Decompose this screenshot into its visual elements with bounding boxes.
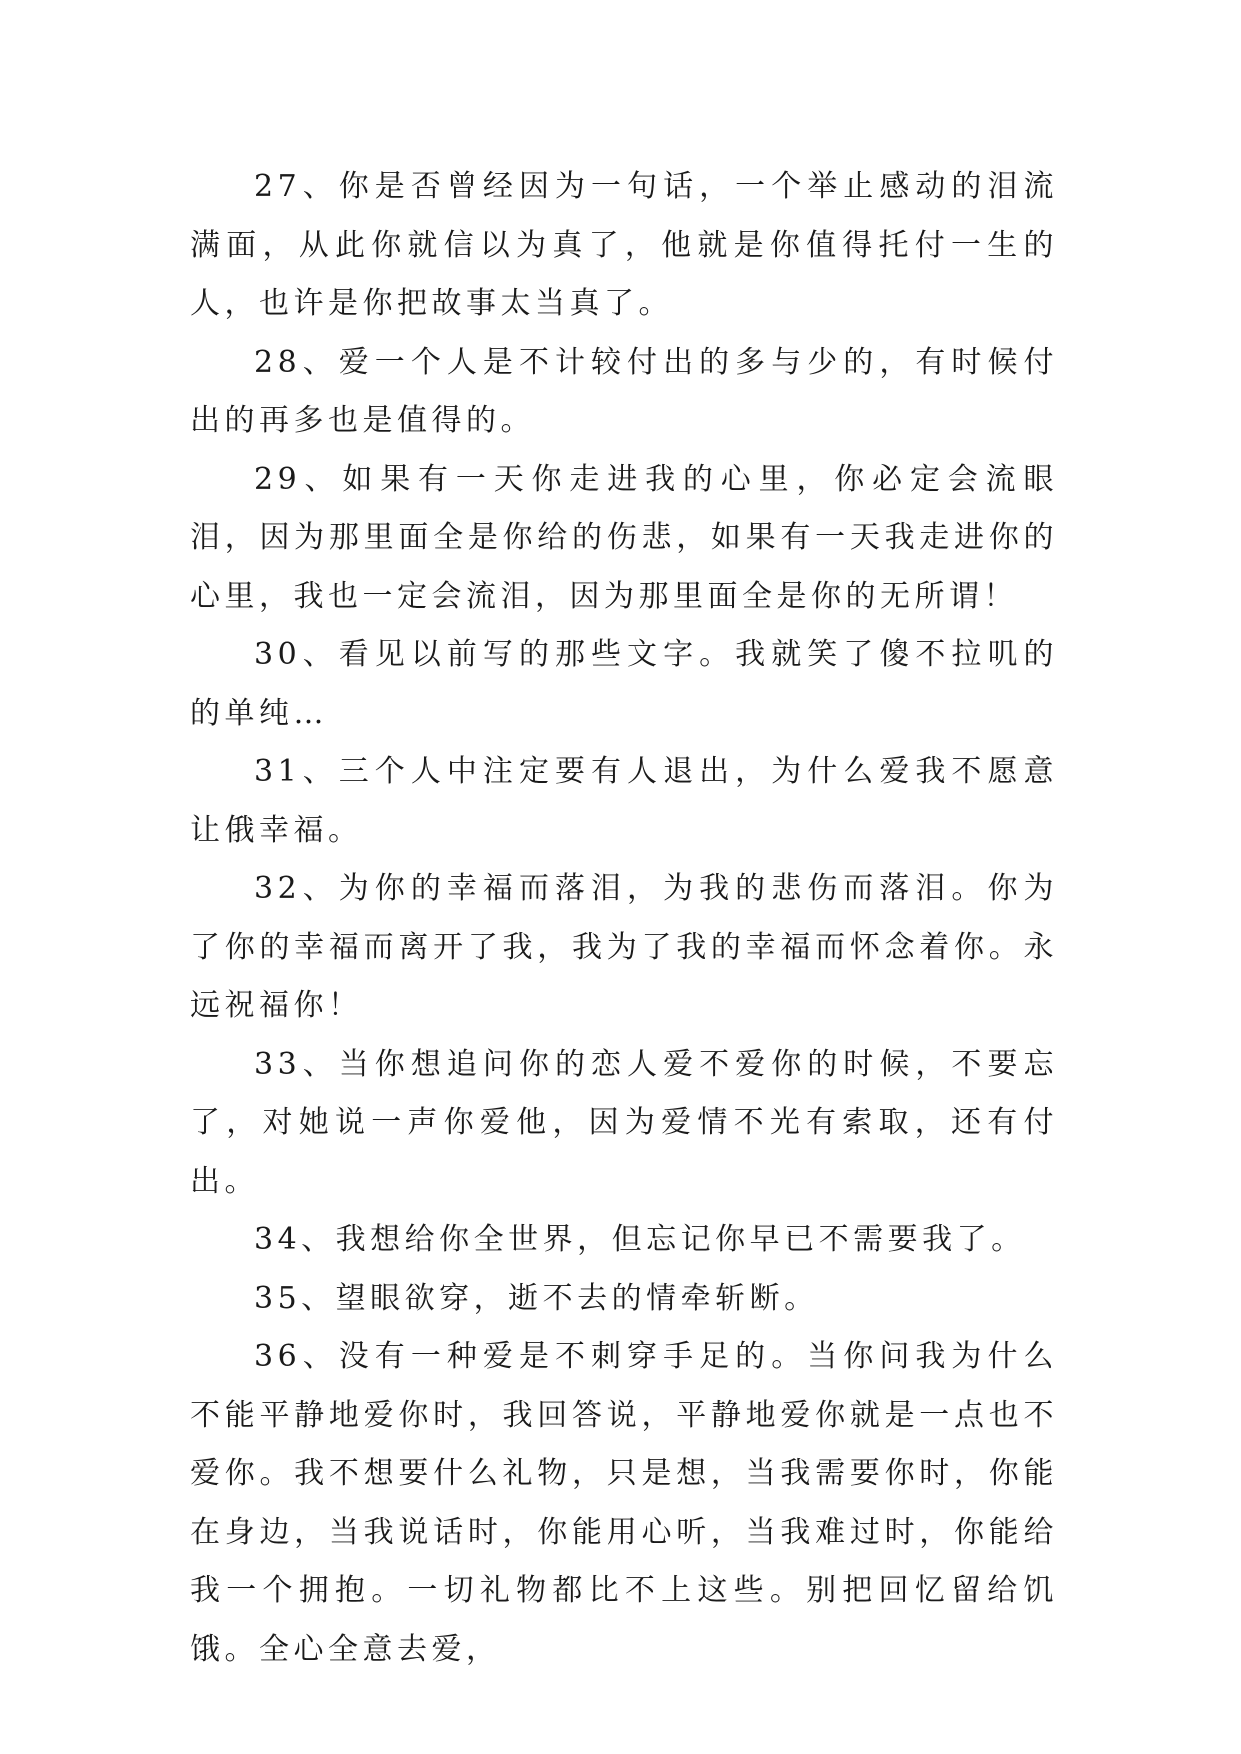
paragraph-36: 36、没有一种爱是不刺穿手足的。当你问我为什么不能平静地爱你时，我回答说，平静地爱你就是一点也不爱你。我不想要什么礼物，只是想，当我需要你时，你能在身边，当我说话时，你能用心听，当我难过时，你能给我一个拥抱。一切礼物都比不上这些。别把回忆留给饥饿。全心全意去爱， (190, 1339, 1058, 1667)
paragraph-30: 30、看见以前写的那些文字。我就笑了傻不拉叽的的单纯… (190, 637, 1058, 731)
paragraph-34: 34、我想给你全世界，但忘记你早已不需要我了。 (254, 1222, 1026, 1257)
paragraph-29: 29、如果有一天你走进我的心里，你必定会流眼泪，因为那里面全是你给的伤悲，如果有一天我走进你的心里，我也一定会流泪，因为那里面全是你的无所谓！ (190, 461, 1058, 614)
paragraph-33: 33、当你想追问你的恋人爱不爱你的时候，不要忘了，对她说一声你爱他，因为爱情不光有索取，还有付出。 (190, 1046, 1058, 1199)
document-body (190, 158, 1058, 1679)
paragraph-27: 27、你是否曾经因为一句话，一个举止感动的泪流满面，从此你就信以为真了，他就是你值得托付一生的人，也许是你把故事太当真了。 (190, 169, 1058, 321)
paragraph-35: 35、望眼欲穿，逝不去的情牵斩断。 (254, 1280, 819, 1316)
paragraph-28: 28、爱一个人是不计较付出的多与少的，有时候付出的再多也是值得的。 (190, 344, 1058, 438)
paragraph-31: 31、三个人中注定要有人退出，为什么爱我不愿意让俄幸福。 (190, 754, 1058, 848)
paragraph-32: 32、为你的幸福而落泪，为我的悲伤而落泪。你为了你的幸福而离开了我，我为了我的幸福而怀念着你。永远祝福你！ (190, 871, 1058, 1023)
